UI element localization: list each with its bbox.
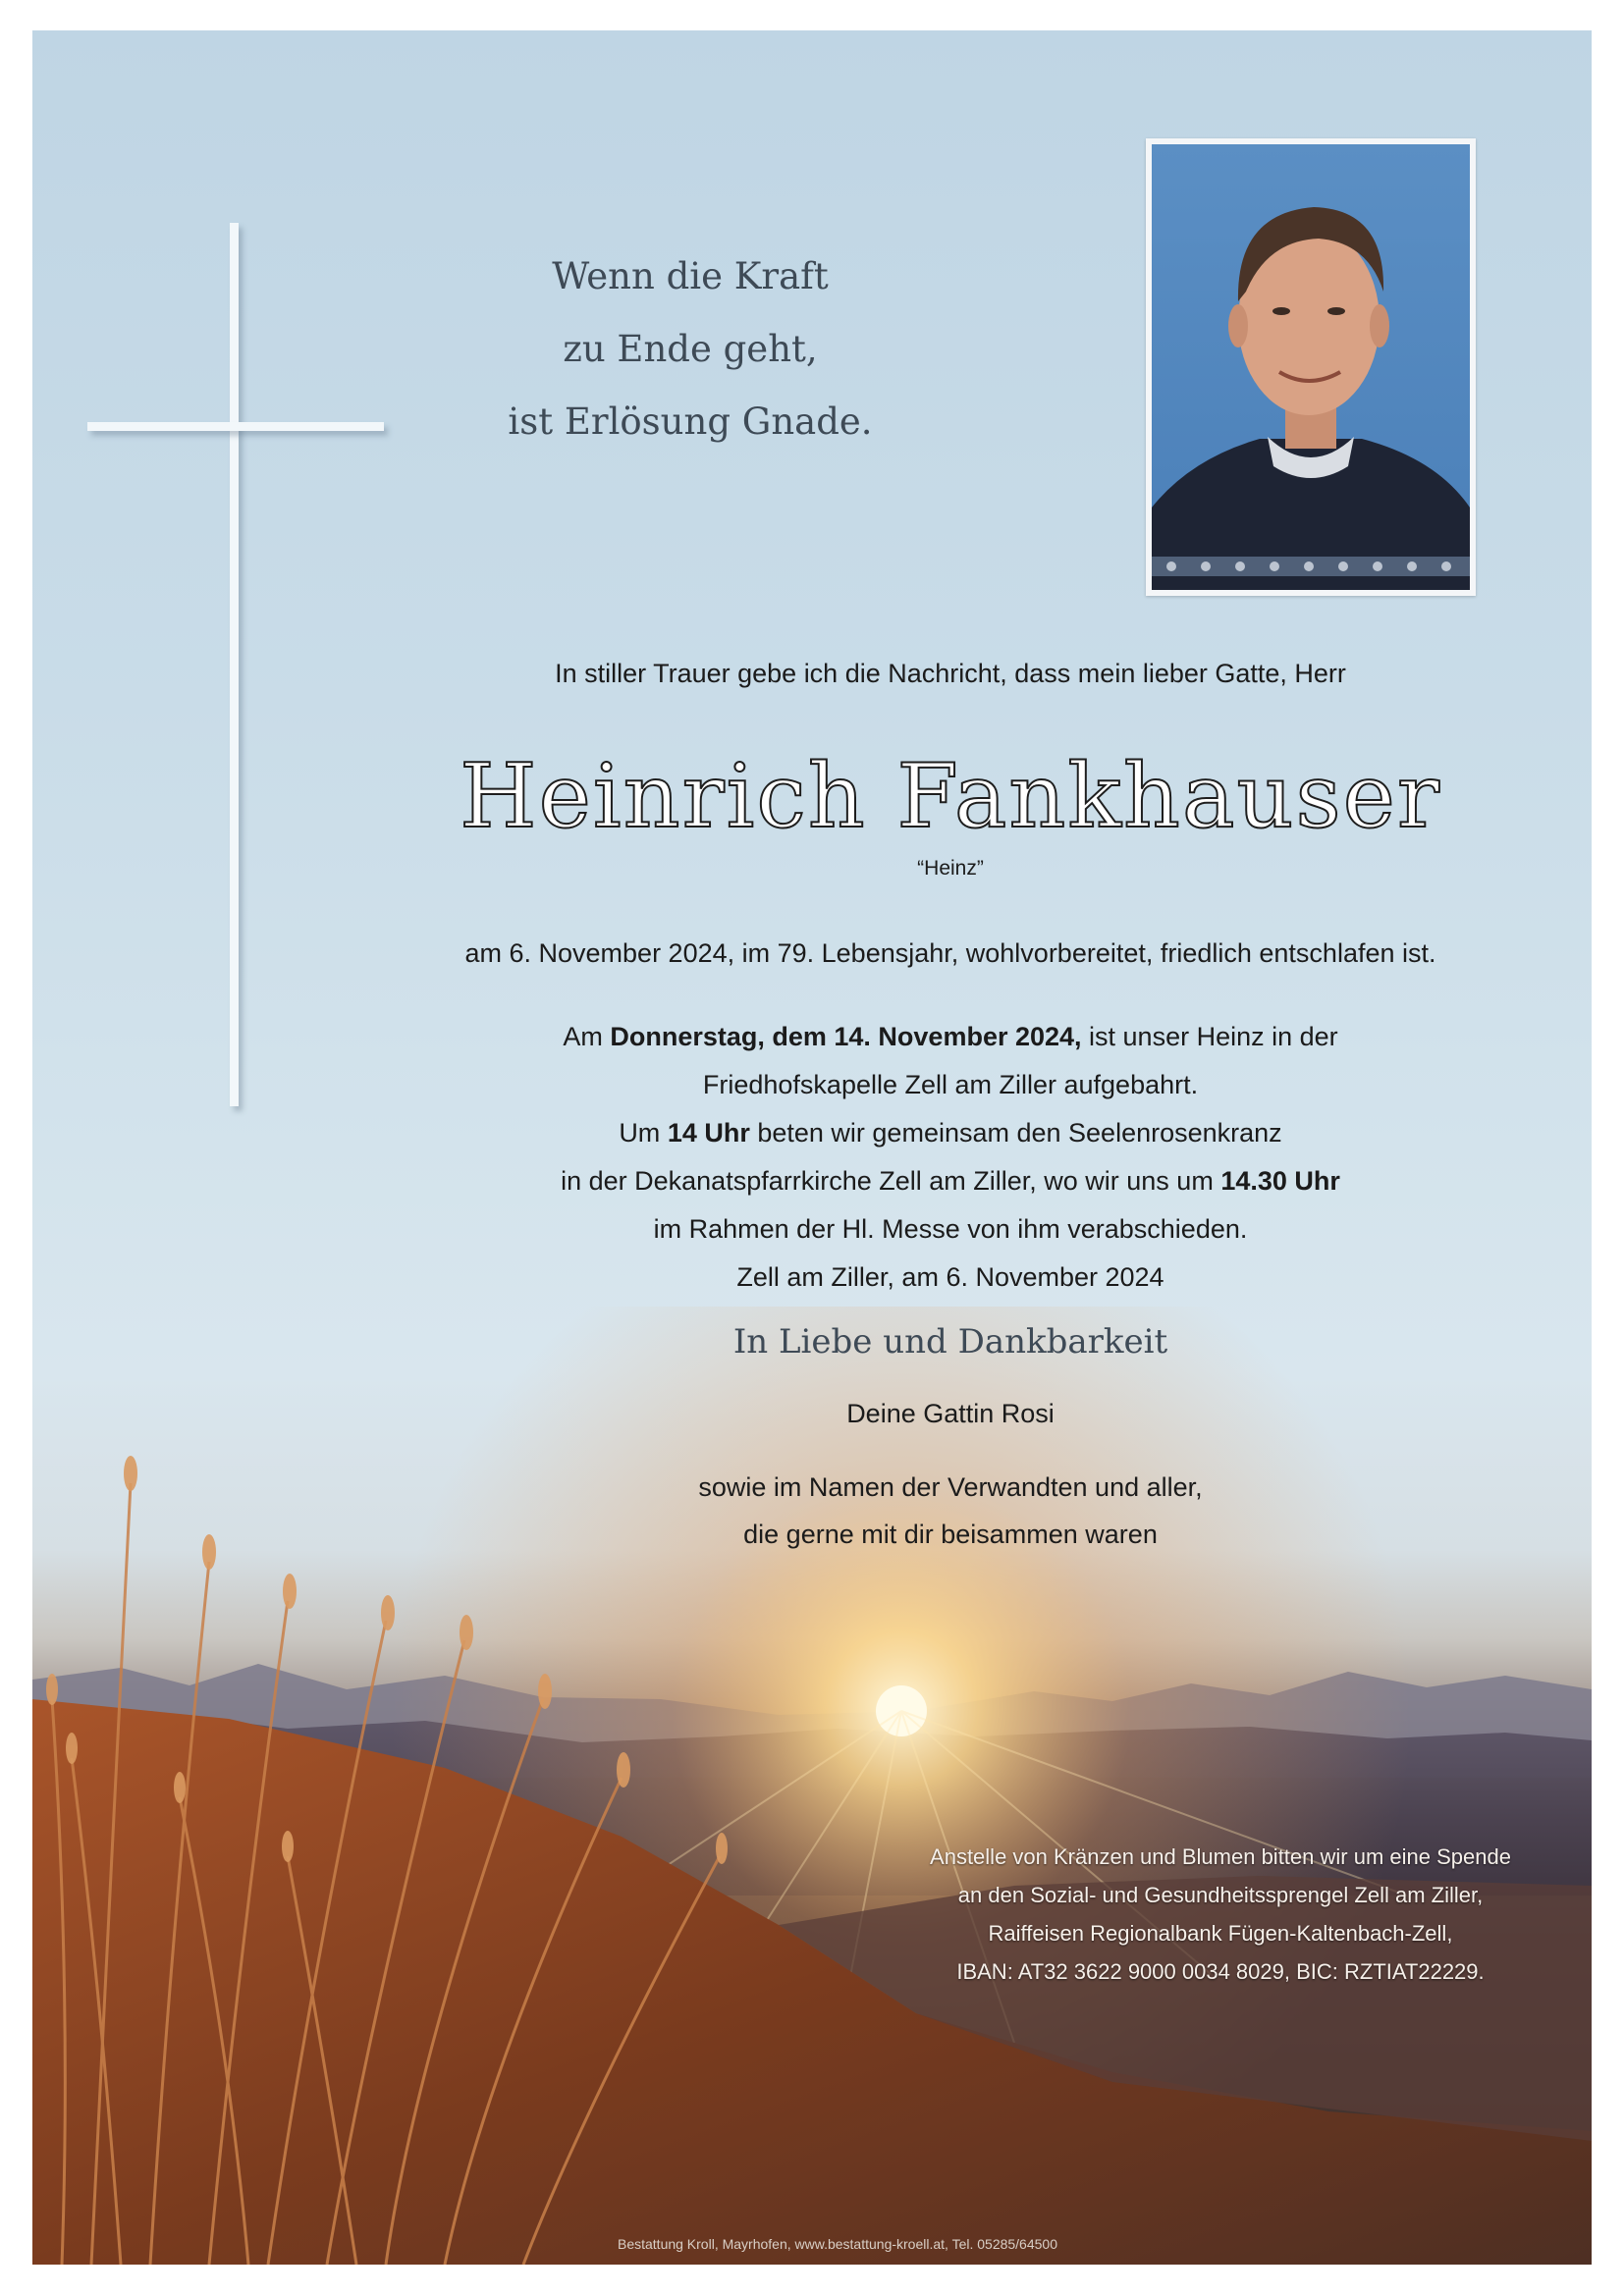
service-details — [396, 1013, 1505, 1254]
deceased-name: Heinrich Fankhauser — [460, 745, 1441, 848]
cross-vertical-beam — [230, 223, 239, 1106]
service-line: Um 14 Uhr beten wir gemeinsam den Seelenrosenkranz — [619, 1118, 1282, 1148]
place-and-date: Zell am Ziller, am 6. November 2024 — [736, 1262, 1164, 1292]
nickname: “Heinz” — [917, 857, 984, 880]
motto-line: ist Erlösung Gnade. — [508, 400, 873, 443]
intro-text: In stiller Trauer gebe ich die Nachricht, dass mein lieber Gatte, Herr — [555, 659, 1346, 688]
portrait-photo — [1152, 144, 1470, 590]
donation-request: Anstelle von Kränzen und Blumen bitten wir um eine Spende an den Sozial- und Gesundheitssprengel Zell am Ziller, Raiffeisen Regionalbank Fügen-Kaltenbach-Zell, IBAN: AT32 3622 9000 0034 8029, BIC: RZTIAT22229. — [930, 1844, 1511, 1984]
service-line: Friedhofskapelle Zell am Ziller aufgebahrt. — [702, 1070, 1199, 1099]
service-line: im Rahmen der Hl. Messe von ihm verabschieden. — [653, 1214, 1248, 1244]
service-line: in der Dekanatspfarrkirche Zell am Ziller, wo wir uns um 14.30 Uhr — [561, 1166, 1340, 1196]
signatory: Deine Gattin Rosi — [846, 1399, 1055, 1428]
closing-phrase: In Liebe und Dankbarkeit — [732, 1322, 1168, 1362]
funeral-home-footer: Bestattung Kroll, Mayrhofen, www.bestattung-kroell.at, Tel. 05285/64500 — [617, 2236, 1057, 2252]
motto-line: zu Ende geht, — [563, 328, 818, 370]
relatives-text: sowie im Namen der Verwandten und aller, die gerne mit dir beisammen waren — [698, 1472, 1203, 1549]
motto-verse — [445, 240, 936, 458]
death-notice: am 6. November 2024, im 79. Lebensjahr, wohlvorbereitet, friedlich entschlafen ist. — [464, 938, 1436, 968]
portrait-photo-frame — [1146, 138, 1476, 596]
motto-line: Wenn die Kraft — [552, 255, 829, 297]
obituary-card — [32, 30, 1592, 2265]
service-line: Am Donnerstag, dem 14. November 2024, ist unser Heinz in der — [563, 1022, 1338, 1051]
cross-horizontal-beam — [87, 422, 384, 431]
